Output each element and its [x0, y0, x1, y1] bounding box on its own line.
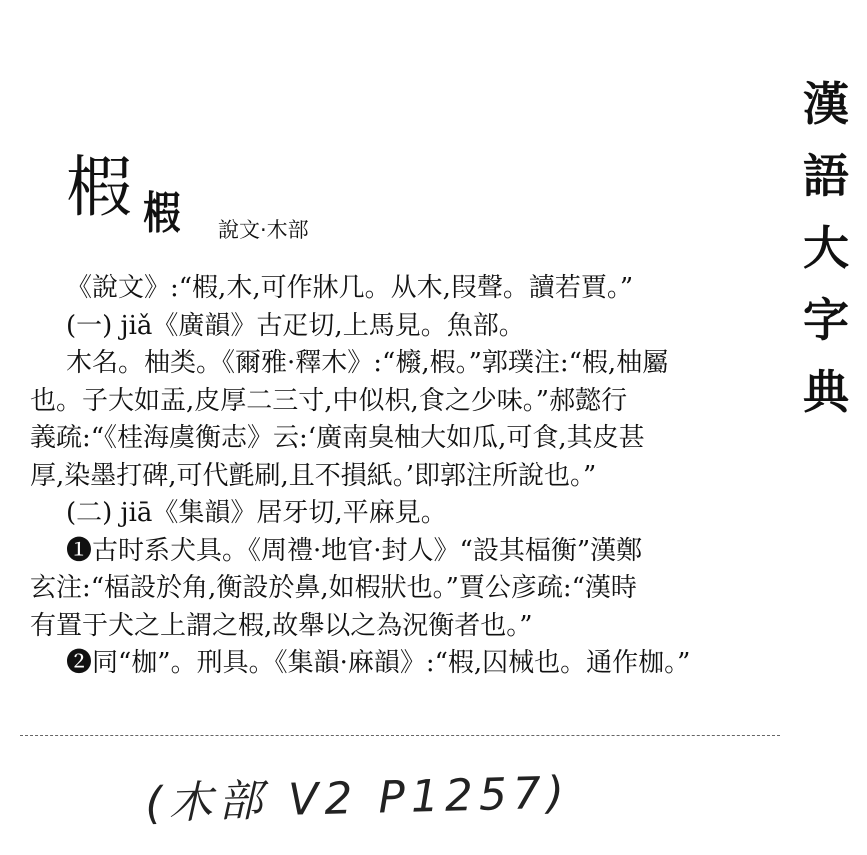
entry-line: ❷同“枷”。刑具。《集韻·麻韻》:“椵,囚械也。通作枷。” [66, 648, 691, 678]
title-char: 語 [803, 149, 849, 203]
entry-line: 也。子大如盂,皮厚二三寸,中似枳,食之少味。”郝懿行 [30, 385, 628, 416]
entry-line: 厚,染墨打碑,可代氈刷,且不損紙。’即郭注所說也。” [30, 460, 597, 491]
entry-line: 有置于犬之上謂之椵,故舉以之為況衡者也。” [30, 610, 533, 641]
title-char: 漢 [803, 77, 849, 131]
title-char: 典 [803, 365, 849, 419]
handwritten-note: (木部 V2 P1257) [144, 767, 571, 830]
entry-line: (二) jiā《集韻》居牙切,平麻見。 [66, 498, 447, 528]
entry-body [30, 270, 792, 683]
source-reference: 說文·木部 [218, 218, 309, 242]
title-char: 字 [803, 293, 849, 347]
entry-line: 義疏:“《桂海虞衡志》云:‘廣南臭柚大如瓜,可食,其皮甚 [30, 423, 645, 453]
dictionary-title [790, 68, 862, 428]
seal-script-form: 椵 [143, 188, 179, 239]
entry-line: ❶古时系犬具。《周禮·地官·封人》“設其楅衡”漢鄭 [66, 535, 643, 566]
page-cut-line [20, 735, 780, 736]
entry-line: 木名。柚类。《爾雅·釋木》:“櫠,椵。”郭璞注:“椵,柚屬 [66, 348, 669, 378]
entry-line: 《說文》:“椵,木,可作牀几。从木,叚聲。讀若賈。” [66, 273, 634, 303]
title-char: 大 [803, 221, 849, 275]
entry-line: (一) jiǎ《廣韻》古疋切,上馬見。魚部。 [66, 310, 525, 341]
headword: 椵 [66, 149, 132, 226]
entry-line: 玄注:“楅設於角,衡設於鼻,如椵狀也。”賈公彦疏:“漢時 [30, 573, 637, 603]
